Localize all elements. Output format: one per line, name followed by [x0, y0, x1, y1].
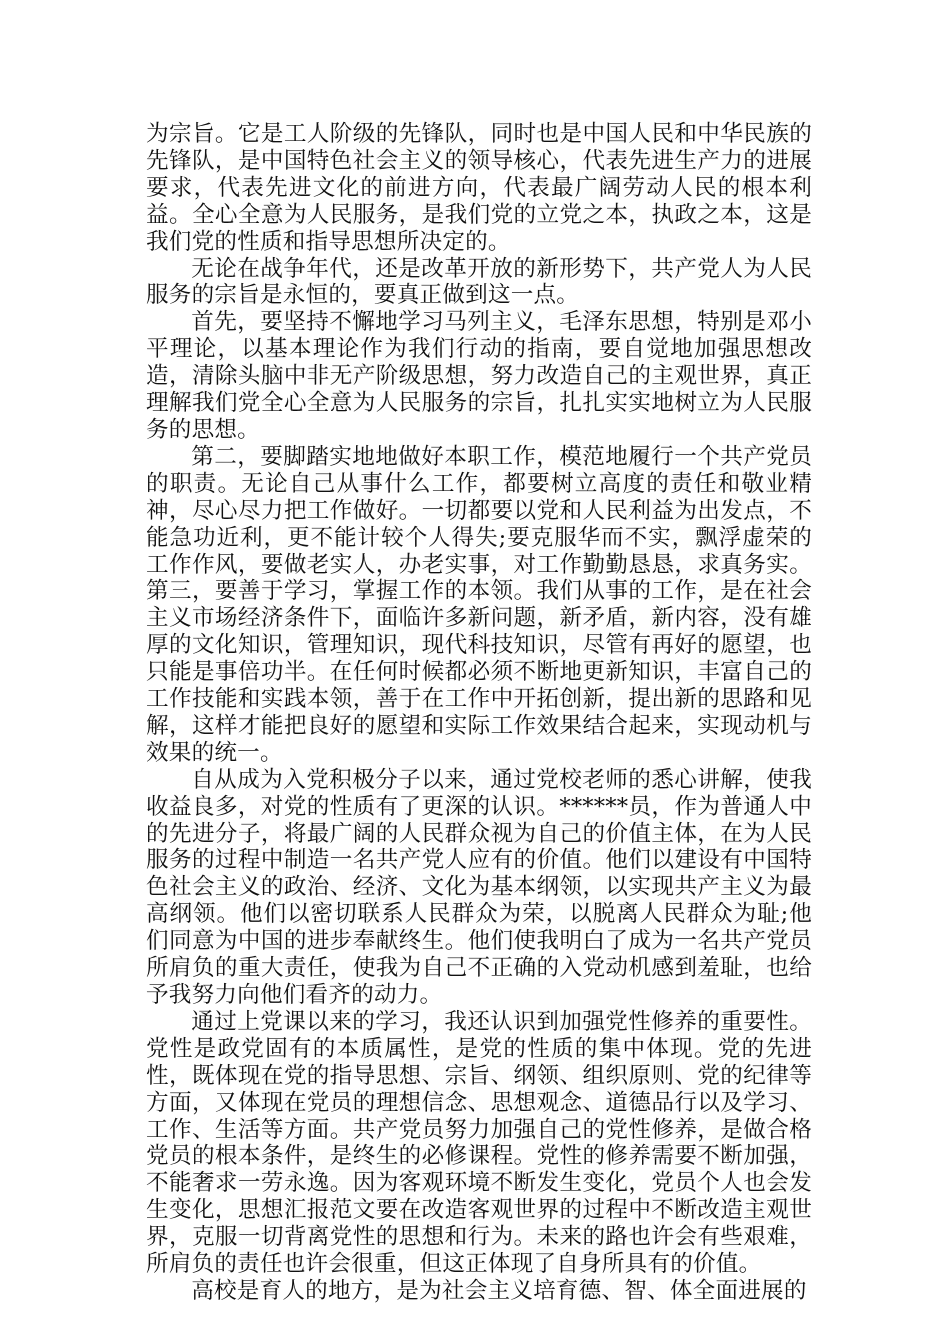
paragraph-party-spirit: 通过上党课以来的学习，我还认识到加强党性修养的重要性。党性是政党固有的本质属性，是党的性质的集中体现。党的先进性，既体现在党的指导思想、宗旨、纲领、组织原则、党的纪律等方面，又体现在党员的理想信念、思想观念、道德品行以及学习、工作、生活等方面。共产党员努力加强自己的党性修养，是做合格党员的根本条件，是终生的必修课程。党性的修养需要不断加强，不能奢求一劳永逸。因为客观环境不断发生变化，党员个人也会发生变化，思想汇报范文要在改造客观世界的过程中不断改造主观世界，克服一切背离党性的思想和行为。未来的路也许会有些艰难，所肩负的责任也许会很重，但这正体现了自身所具有的价值。 — [146, 1008, 812, 1278]
paragraph-second-third: 第二，要脚踏实地地做好本职工作，模范地履行一个共产党员的职责。无论自己从事什么工作，都要树立高度的责任和敬业精神，尽心尽力把工作做好。一切都要以党和人民利益为出发点，不能急功近利，更不能计较个人得失;要克服华而不实，飘浮虚荣的工作作风，要做老实人，办老实事，对工作勤勤恳恳，求真务实。第三，要善于学习，掌握工作的本领。我们从事的工作，是在社会主义市场经济条件下，面临许多新问题，新矛盾，新内容，没有雄厚的文化知识，管理知识，现代科技知识，尽管有再好的愿望，也只能是事倍功半。在任何时候都必须不断地更新知识，丰富自己的工作技能和实践本领，善于在工作中开拓创新，提出新的思路和见解，这样才能把良好的愿望和实际工作效果结合起来，实现动机与效果的统一。 — [146, 443, 812, 766]
paragraph-continuation: 为宗旨。它是工人阶级的先锋队，同时也是中国人民和中华民族的先锋队，是中国特色社会主义的领导核心，代表先进生产力的进展要求，代表先进文化的前进方向，代表最广阔劳动人民的根本利益。全心全意为人民服务，是我们党的立党之本，执政之本，这是我们党的性质和指导思想所决定的。 — [146, 121, 812, 255]
paragraph-first: 首先，要坚持不懈地学习马列主义，毛泽东思想，特别是邓小平理论，以基本理论作为我们行动的指南，要自觉地加强思想改造，清除头脑中非无产阶级思想，努力改造自己的主观世界，真正理解我们党全心全意为人民服务的宗旨，扎扎实实地树立为人民服务的思想。 — [146, 309, 812, 443]
paragraph-university: 高校是育人的地方，是为社会主义培育德、智、体全面进展的 — [191, 1277, 807, 1304]
paragraph-purpose: 无论在战争年代，还是改革开放的新形势下，共产党人为人民服务的宗旨是永恒的，要真正做到这一点。 — [146, 255, 812, 309]
paragraph-activist: 自从成为入党积极分子以来，通过党校老师的悉心讲解，使我收益良多，对党的性质有了更深的认识。******员，作为普通人中的先进分子，将最广阔的人民群众视为自己的价值主体，在为人民服务的过程中制造一名共产党人应有的价值。他们以建设有中国特色社会主义的政治、经济、文化为基本纲领，以实现共产主义为最高纲领。他们以密切联系人民群众为荣，以脱离人民群众为耻;他们同意为中国的进步奉献终生。他们使我明白了成为一名共产党员所肩负的重大责任，使我为自己不正确的入党动机感到羞耻，也给予我努力向他们看齐的动力。 — [146, 766, 812, 1008]
document-page — [146, 121, 812, 1305]
